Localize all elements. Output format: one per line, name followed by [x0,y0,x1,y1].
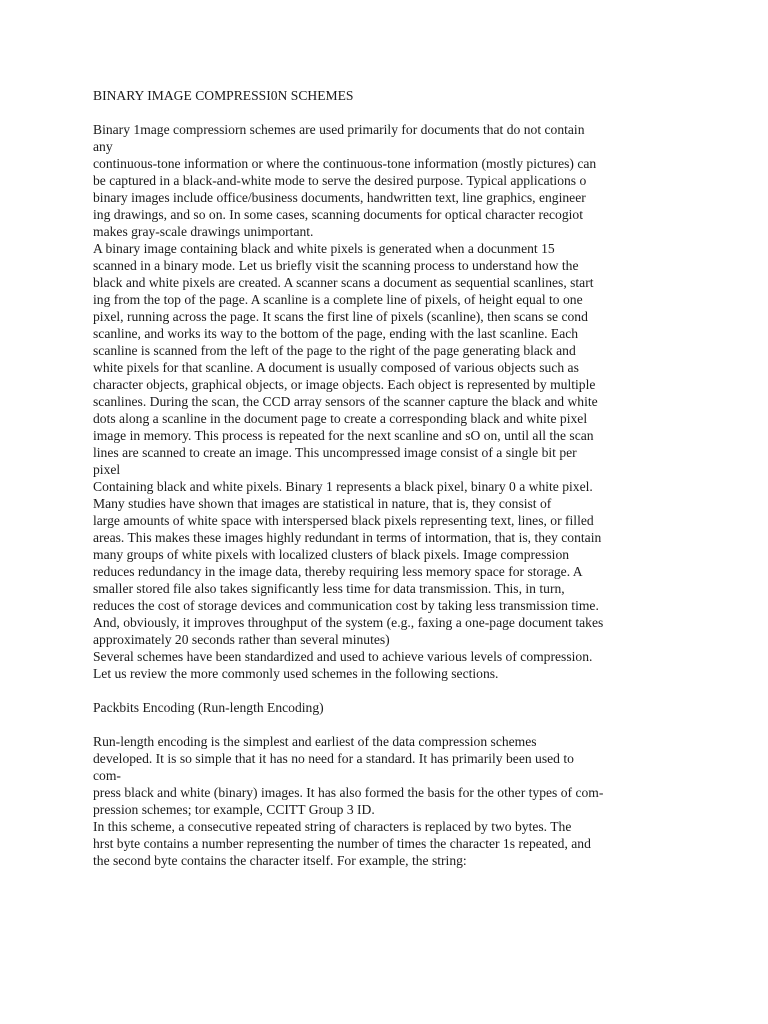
text-line: pression schemes; tor example, CCITT Group 3 ID. [93,802,375,817]
text-line: dots along a scanline in the document page to create a corresponding black and white pixel [93,411,588,426]
text-line: reduces the cost of storage devices and communication cost by taking less transmission time. [93,598,599,613]
text-line: Binary 1mage compressiorn schemes are used primarily for documents that do not contain [93,122,585,137]
text-line: hrst byte contains a number representing the number of times the character 1s repeated, and [93,836,591,851]
text-line: lines are scanned to create an image. This uncompressed image consist of a single bit per [93,445,577,460]
text-line: In this scheme, a consecutive repeated string of characters is replaced by two bytes. The [93,819,572,834]
text-line: And, obviously, it improves throughput of the system (e.g., faxing a one-page document takes [93,615,604,630]
text-line: Run-length encoding is the simplest and earliest of the data compression schemes [93,734,537,749]
text-line: pixel, running across the page. It scans the first line of pixels (scanline), then scans se cond [93,309,588,324]
text-line: scanline, and works its way to the bottom of the page, ending with the last scanline. Each [93,326,579,341]
intro-paragraphs [93,121,693,682]
section-paragraphs [93,733,693,869]
text-line: be captured in a black-and-white mode to serve the desired purpose. Typical applications o [93,173,587,188]
text-line: scanned in a binary mode. Let us briefly visit the scanning process to understand how the [93,258,579,273]
text-line: ing drawings, and so on. In some cases, scanning documents for optical character recogiot [93,207,583,222]
text-line: com- [93,768,121,783]
text-line: ing from the top of the page. A scanline is a complete line of pixels, of height equal to one [93,292,583,307]
text-line: many groups of white pixels with localized clusters of black pixels. Image compression [93,547,570,562]
text-line: binary images include office/business documents, handwritten text, line graphics, engineer [93,190,586,205]
text-line: Let us review the more commonly used schemes in the following sections. [93,666,499,681]
document-body [93,87,693,869]
text-line: scanline is scanned from the left of the page to the right of the page generating black and [93,343,576,358]
text-line: character objects, graphical objects, or image objects. Each object is represented by multiple [93,377,596,392]
document-title: BINARY IMAGE COMPRESSI0N SCHEMES [93,88,354,103]
text-line: reduces redundancy in the image data, thereby requiring less memory space for storage. A [93,564,583,579]
section-heading: Packbits Encoding (Run-length Encoding) [93,700,324,715]
text-line: pixel [93,462,121,477]
text-line: scanlines. During the scan, the CCD array sensors of the scanner capture the black and white [93,394,598,409]
text-line: large amounts of white space with interspersed black pixels representing text, lines, or filled [93,513,594,528]
text-line: black and white pixels are created. A scanner scans a document as sequential scanlines, start [93,275,594,290]
text-line: developed. It is so simple that it has no need for a standard. It has primarily been used to [93,751,574,766]
text-line: the second byte contains the character itself. For example, the string: [93,853,467,868]
text-line: smaller stored file also takes significantly less time for data transmission. This, in turn, [93,581,565,596]
text-line: Many studies have shown that images are statistical in nature, that is, they consist of [93,496,552,511]
text-line: any [93,139,113,154]
text-line: A binary image containing black and white pixels is generated when a docunment 15 [93,241,555,256]
blank-line [93,104,693,121]
text-line: makes gray-scale drawings unimportant. [93,224,314,239]
blank-line [93,716,693,733]
text-line: press black and white (binary) images. It has also formed the basis for the other types of com- [93,785,604,800]
text-line: Several schemes have been standardized and used to achieve various levels of compression. [93,649,593,664]
text-line: white pixels for that scanline. A document is usually composed of various objects such as [93,360,579,375]
text-line: continuous-tone information or where the continuous-tone information (mostly pictures) can [93,156,597,171]
text-line: image in memory. This process is repeated for the next scanline and sO on, until all the scan [93,428,594,443]
blank-line [93,682,693,699]
text-line: approximately 20 seconds rather than several minutes) [93,632,390,647]
text-line: Containing black and white pixels. Binary 1 represents a black pixel, binary 0 a white pixel. [93,479,593,494]
text-line: areas. This makes these images highly redundant in terms of intormation, that is, they contain [93,530,602,545]
